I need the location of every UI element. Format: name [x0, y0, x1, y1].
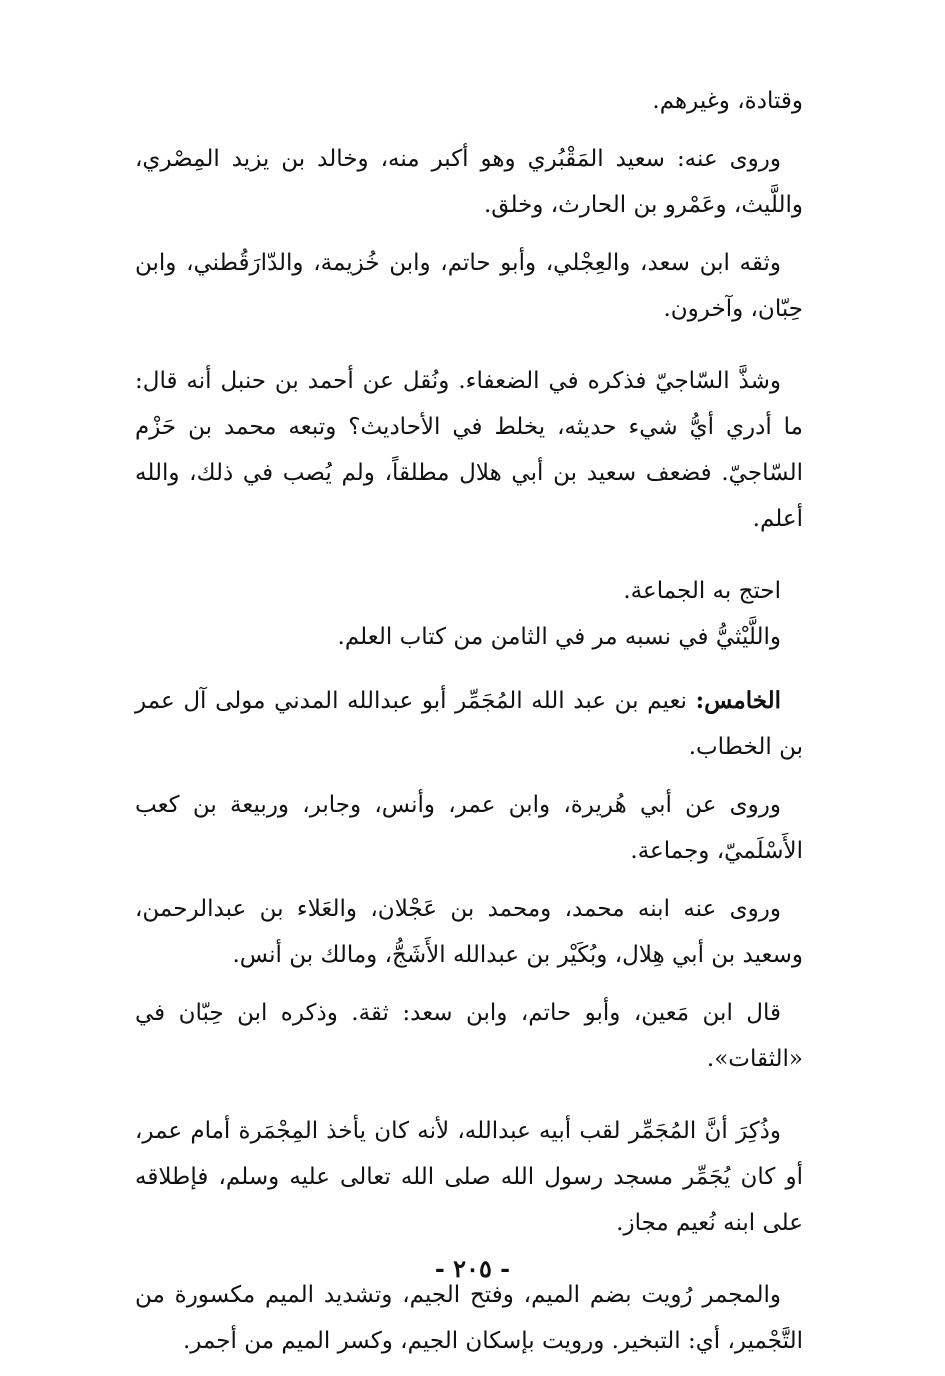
section-label: الخامس: — [695, 687, 781, 714]
fifth-narrator-text: نعيم بن عبد الله المُجَمِّر أبو عبدالله المدني مولى آل عمر بن الخطاب. — [135, 688, 803, 760]
paragraph-narrated-by: وروى عنه ابنه محمد، ومحمد بن عَجْلان، والعَلاء بن عبدالرحمن، وسعيد بن أبي هِلال، وبُكَيْر بن عبدالله الأَشَجُّ، ومالك بن أنس. — [135, 896, 803, 968]
paragraph-fifth-narrator — [135, 678, 803, 770]
paragraph-reliability: قال ابن مَعين، وأبو حاتم، وابن سعد: ثقة. وذكره ابن حِبّان في «الثقات». — [135, 1000, 803, 1072]
paragraph-laythi-lineage: واللَّيْثيُّ في نسبه مر في الثامن من كتاب العلم. — [337, 624, 781, 650]
paragraph-continuation: وقتادة، وغيرهم. — [652, 88, 803, 114]
body-text — [135, 78, 803, 1364]
page-number: - ٢٠٥ - — [434, 1254, 511, 1283]
paragraph-cited-by-group: احتج به الجماعة. — [623, 578, 781, 604]
paragraph-pronunciation: والمجمر رُويت بضم الميم، وفتح الجيم، وتشديد الميم مكسورة من التَّجْمير، أي: التبخير. ورويت بإسكان الجيم، وكسر الميم من أجمر. — [135, 1282, 803, 1354]
paragraph-nickname-origin: وذُكِرَ أنَّ المُجَمِّر لقب أبيه عبدالله، لأنه كان يأخذ المِجْمَرة أمام عمر، أو كان يُجَمِّر مسجد رسول الله صلى الله تعالى عليه وسلم، فإطلاقه على ابنه نُعيم مجاز. — [135, 1118, 803, 1236]
paragraph-trusted-by: وثقه ابن سعد، والعِجْلي، وأبو حاتم، وابن خُزيمة، والدّارَقُطني، وابن حِبّان، وآخرون. — [135, 250, 803, 322]
paragraph-sajis-opinion: وشذَّ السّاجيّ فذكره في الضعفاء. ونُقل عن أحمد بن حنبل أنه قال: ما أدري أيُّ شيء حديثه، يخلط في الأحاديث؟ وتبعه محمد بن حَزْم السّاجيّ. فضعف سعيد بن أبي هلال مطلقاً، ولم يُصب في ذلك، والله أعلم. — [135, 368, 803, 532]
paragraph-narrated-from: وروى عن أبي هُريرة، وابن عمر، وأنس، وجابر، وربيعة بن كعب الأَسْلَميّ، وجماعة. — [135, 792, 803, 864]
paragraph-narrators-from: وروى عنه: سعيد المَقْبُري وهو أكبر منه، وخالد بن يزيد المِصْري، واللَّيث، وعَمْرو بن الحارث، وخلق. — [135, 146, 803, 218]
